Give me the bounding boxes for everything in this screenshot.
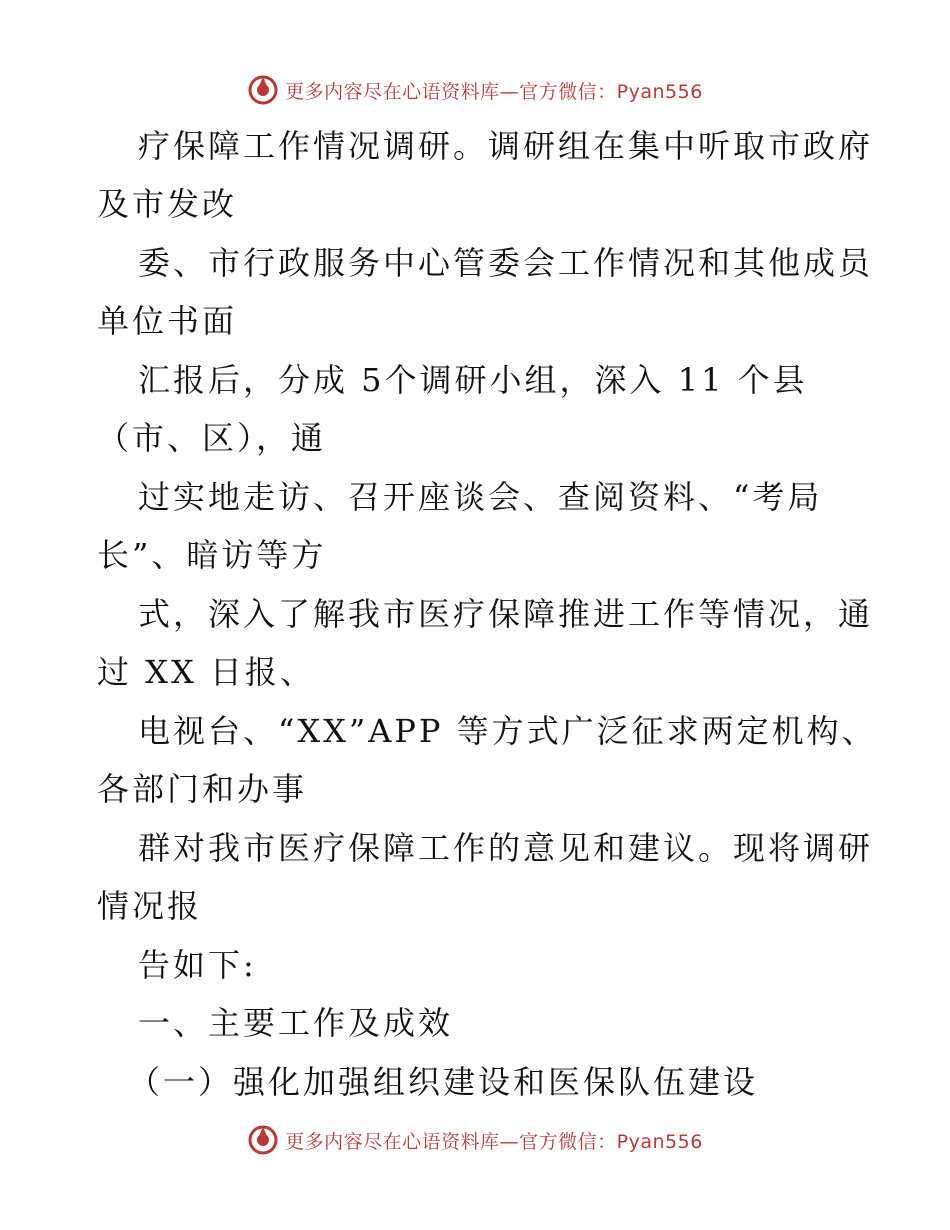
brand-logo-icon: [247, 1124, 279, 1156]
paragraph-line: 告如下:: [138, 946, 257, 984]
paragraph-line: 情况报: [97, 887, 203, 925]
paragraph-line: （市、区），通: [97, 419, 327, 457]
header-banner: [0, 70, 950, 110]
paragraph-line: 委、市行政服务中心管委会工作情况和其他成员: [138, 244, 874, 282]
paragraph-line: 电视台、“XX”APP 等方式广泛征求两定机构、: [138, 712, 877, 750]
paragraph-line: 群对我市医疗保障工作的意见和建议。现将调研: [138, 829, 874, 867]
subsection-heading: （一）强化加强组织建设和医保队伍建设: [128, 1063, 759, 1101]
section-heading: 一、主要工作及成效: [138, 1004, 454, 1042]
paragraph-line: 单位书面: [97, 302, 238, 340]
paragraph-line: 式，深入了解我市医疗保障推进工作等情况，通: [138, 595, 874, 633]
footer-banner: [0, 1120, 950, 1160]
paragraph-line: 各部门和办事: [97, 770, 308, 808]
paragraph-line: 及市发改: [97, 185, 238, 223]
brand-logo-icon: [247, 74, 279, 106]
paragraph-line: 长”、暗访等方: [97, 536, 327, 574]
paragraph-line: 过实地走访、召开座谈会、查阅资料、“考局: [138, 478, 823, 516]
footer-banner-text: 更多内容尽在心语资料库—官方微信：Pyan556: [285, 1130, 703, 1153]
paragraph-line: 过 XX 日报、: [97, 653, 315, 691]
paragraph-line: 汇报后，分成 5个调研小组，深入 11 个县: [138, 361, 808, 399]
header-banner-text: 更多内容尽在心语资料库—官方微信：Pyan556: [285, 80, 703, 103]
paragraph-line: 疗保障工作情况调研。调研组在集中听取市政府: [138, 127, 874, 165]
